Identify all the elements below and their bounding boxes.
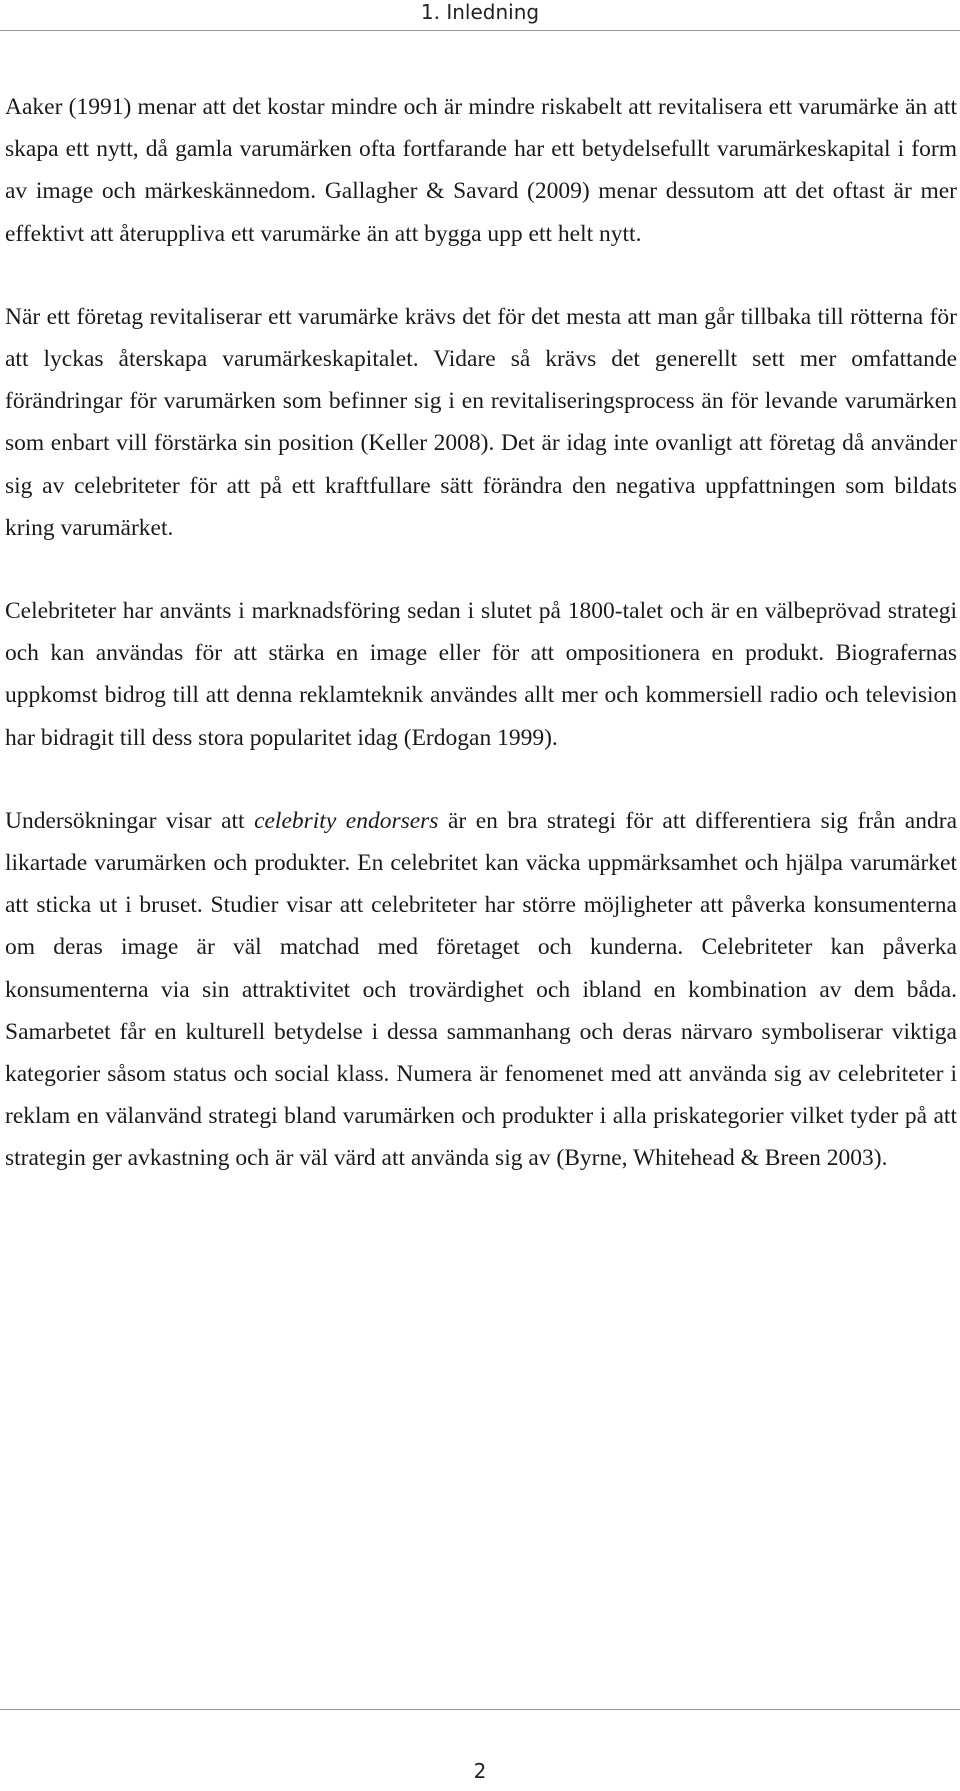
paragraph-text-start: Undersökningar visar att [5, 807, 255, 834]
document-body [5, 86, 957, 1221]
footer-divider [0, 1709, 960, 1710]
paragraph-celebrity-endorsers [5, 800, 957, 1180]
paragraph-text-end: är en bra strategi för att differentiera sig från andra likartade varumärken och produkter. En celebritet kan väcka uppmärksamhet och hjälpa varumärket att sticka ut i bruset. Studier visar att celebriteter har större möjligheter att påverka konsumenterna om deras image är väl matchad med företaget och kunderna. Celebriteter kan påverka konsumenterna via sin attraktivitet och trovärdighet och ibland en kombination av dem båda. Samarbetet får en kulturell betydelse i dessa sammanhang och deras närvaro symboliserar viktiga kategorier såsom status och social klass. Numera är fenomenet med att använda sig av celebriteter i reklam en välanvänd strategi bland varumärken och produkter i alla priskategorier vilket tyder på att strategin ger avkastning och är väl värd att använda sig av (Byrne, Whitehead & Breen 2003). [5, 807, 957, 1172]
page-number: 2 [473, 1759, 487, 1783]
paragraph-aaker: Aaker (1991) menar att det kostar mindre och är mindre riskabelt att revitalisera ett varumärke än att skapa ett nytt, då gamla varumärken ofta fortfarande har ett betydelsefullt varumärkeskapital i form av image och märkeskännedom. Gallagher & Savard (2009) menar dessutom att det oftast är mer effektivt att återuppliva ett varumärke än att bygga upp ett helt nytt. [5, 94, 957, 247]
running-header: 1. Inledning [420, 0, 540, 24]
header-divider [0, 30, 960, 31]
italic-term: celebrity endorsers [254, 807, 439, 834]
paragraph-revitalisering: När ett företag revitaliserar ett varumärke krävs det för det mesta att man går tillbaka till rötterna för att lyckas återskapa varumärkeskapitalet. Vidare så krävs det generellt sett mer omfattande förändringar för varumärken som befinner sig i en revitaliseringsprocess än för levande varumärken som enbart vill förstärka sin position (Keller 2008). Det är idag inte ovanligt att företag då använder sig av celebriteter för att på ett kraftfullare sätt förändra den negativa uppfattningen som bildats kring varumärket. [5, 303, 957, 541]
paragraph-celebriteter-historia: Celebriteter har använts i marknadsföring sedan i slutet på 1800-talet och är en välbeprövad strategi och kan användas för att stärka en image eller för att ompositionera en produkt. Biografernas uppkomst bidrog till att denna reklamteknik användes allt mer och kommersiell radio och television har bidragit till dess stora popularitet idag (Erdogan 1999). [5, 598, 957, 751]
